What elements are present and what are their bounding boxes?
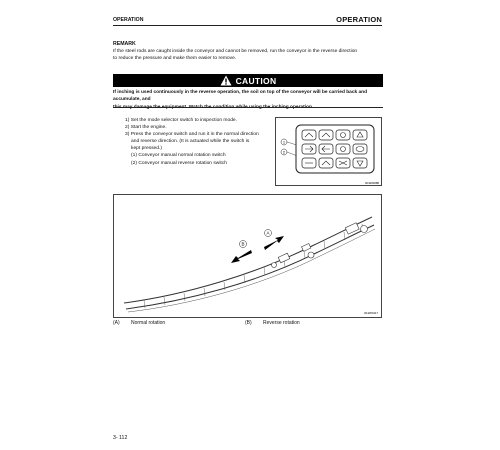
caption-key: (A): [113, 320, 120, 326]
step-continuation: and reverse direction. (It is actuated while the switch is: [131, 139, 250, 145]
step-subitem: (1) Conveyor manual normal rotation switch: [131, 153, 226, 159]
conveyor-figure: [113, 194, 382, 318]
conveyor-illustration: [114, 195, 382, 318]
callout-2-label: 2: [282, 149, 286, 155]
callout-1-label: 1: [282, 139, 286, 145]
caption-reverse-rotation: [245, 320, 300, 326]
step-item: 1) Set the mode selector switch to inspection mode.: [125, 118, 237, 123]
caption-text: Normal rotation: [131, 320, 166, 326]
caption-text: Reverse rotation: [263, 320, 300, 326]
remark-title: REMARK: [113, 41, 136, 47]
step-item: 2) Start the engine.: [125, 125, 167, 131]
header-chapter-title: OPERATION: [336, 15, 382, 24]
switch-panel-illustration: [276, 118, 382, 186]
caution-banner: [113, 74, 383, 87]
caution-line: If inching is used continuously in the reverse operation, the soil on top of the conveyor will be carried back and accumulate, and: [113, 90, 368, 103]
header-rule: [113, 25, 382, 26]
header-section-label: OPERATION: [113, 17, 144, 23]
caution-label: CAUTION: [235, 75, 277, 86]
procedure-steps: [125, 117, 275, 167]
caption-normal-rotation: [113, 320, 165, 326]
remark-line: to reduce the pressure and make them easier to remove.: [113, 56, 237, 62]
page-number: 3- 112: [113, 435, 128, 441]
step-continuation: kept pressed.): [131, 146, 162, 152]
rotation-label-b: B: [241, 241, 245, 247]
conveyor-figure-code: RLW00117: [364, 311, 378, 315]
step-item: 3) Press the conveyor switch and run it in the normal direction: [125, 132, 259, 138]
remark-line: If the steel rods are caught inside the conveyor and cannot be removed, run the conveyor in the reverse direction: [113, 49, 358, 54]
remark-body: [113, 48, 383, 63]
keypad-figure: [275, 117, 382, 186]
keypad-figure-code: RLW00088: [365, 181, 379, 185]
rotation-label-a: A: [266, 230, 270, 236]
caption-key: (B): [245, 320, 252, 326]
warning-triangle-icon: [220, 75, 232, 86]
step-subitem: (2) Conveyor manual reverse rotation switch: [131, 160, 227, 166]
caution-rule: [113, 107, 383, 108]
caution-line: this may damage the equipment. Watch the condition while using the inching operation.: [113, 104, 314, 110]
